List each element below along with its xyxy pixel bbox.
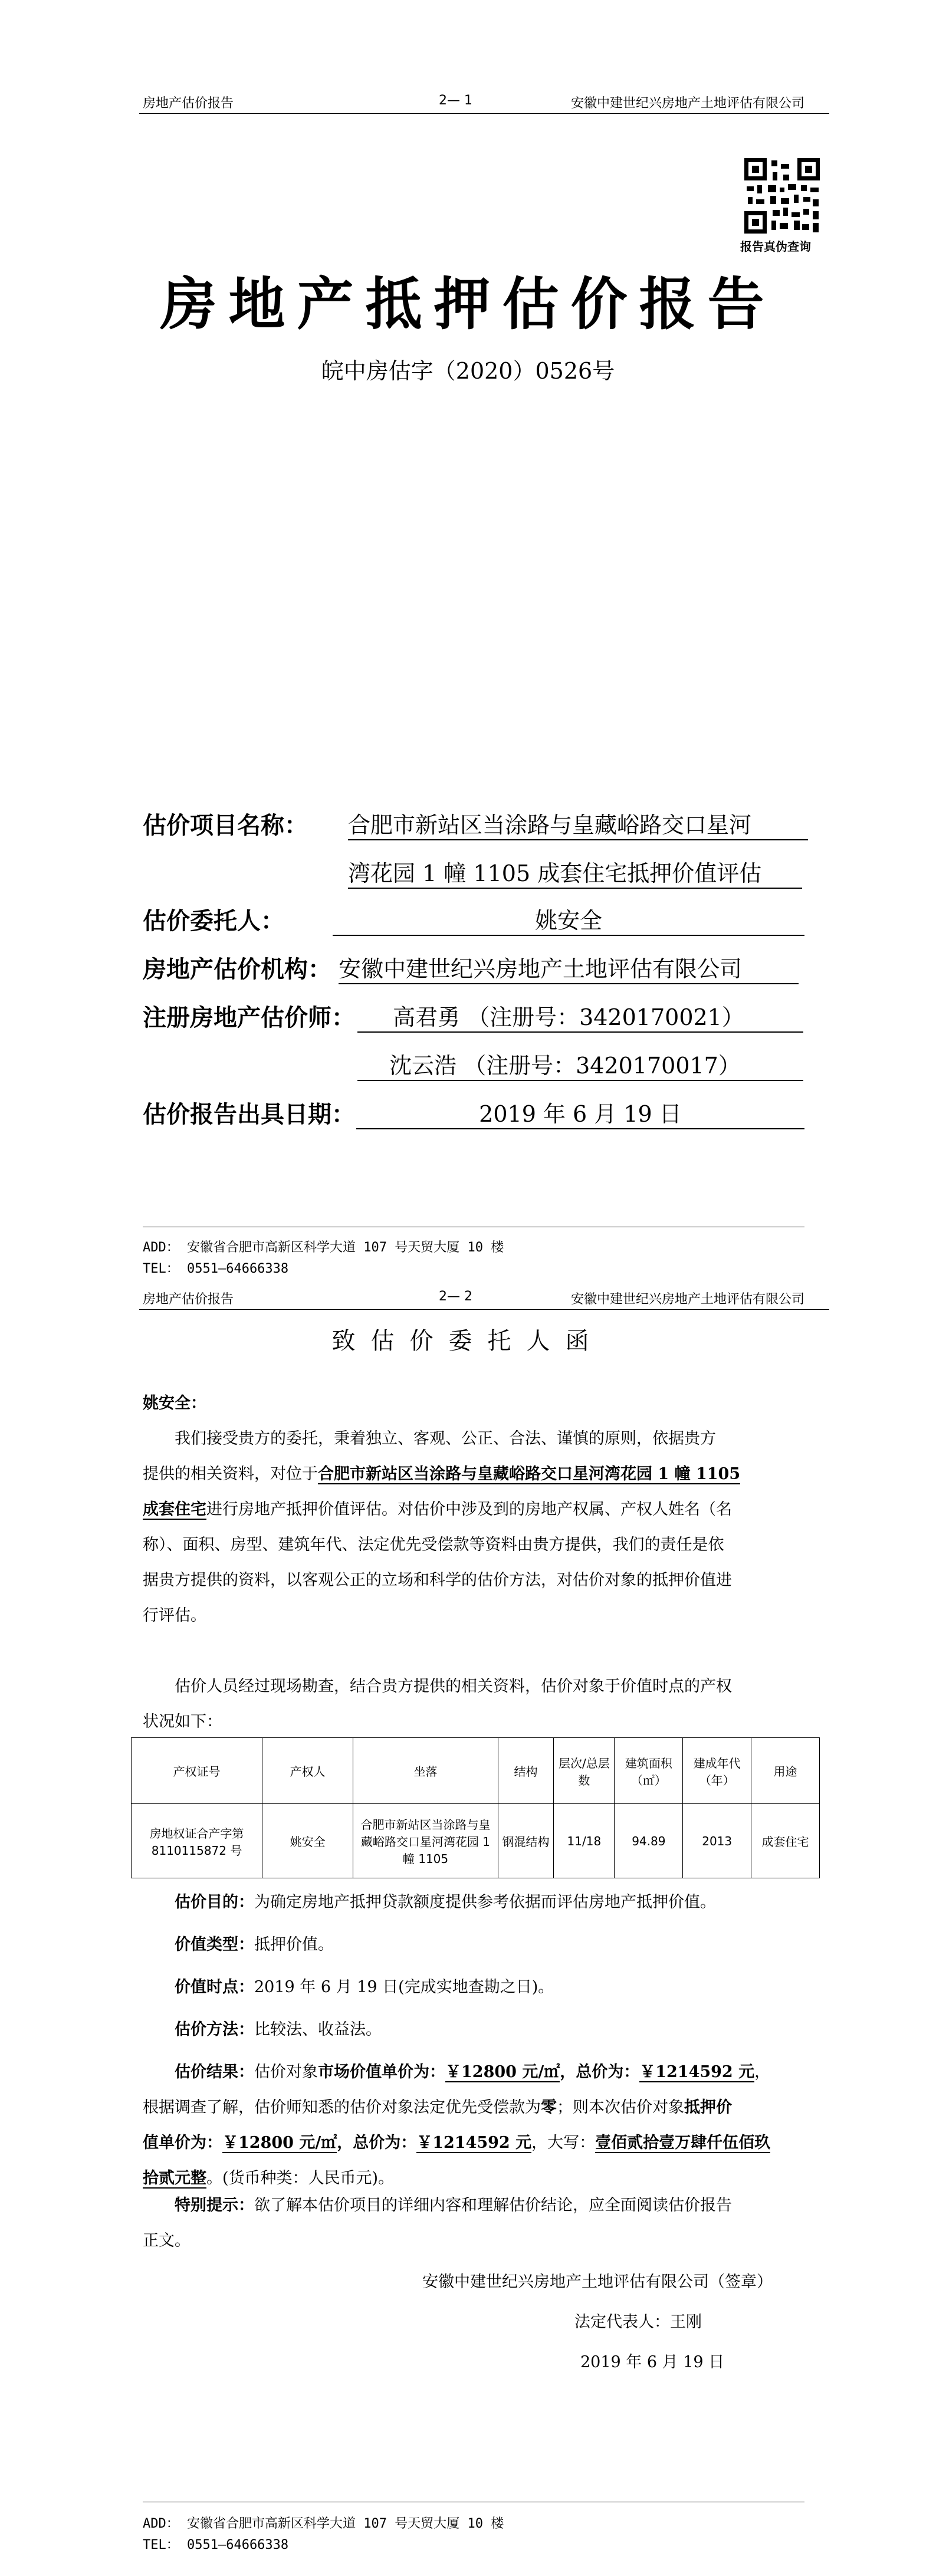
para2-line2: 状况如下：	[143, 1713, 222, 1731]
table-header: 产权人	[262, 1738, 353, 1804]
result-text: ，	[754, 2063, 771, 2081]
market-unit-price: ￥12800 元/㎡	[445, 2063, 560, 2081]
market-total-price: ￥1214592 元	[639, 2063, 755, 2081]
property-rights-table	[131, 1737, 820, 1878]
page2-header-page: 2— 2	[439, 1289, 472, 1304]
page1-footer-tel: TEL： 0551—64666338	[143, 1261, 289, 1276]
para1-line5: 据贵方提供的资料，以客观公正的立场和科学的估价方法，对估价对象的抵押价值进	[143, 1571, 732, 1589]
result-text: 估价对象	[254, 2063, 318, 2081]
date-value: 2019 年 6 月 19 日	[356, 1096, 804, 1129]
value-type-label: 价值类型：	[175, 1936, 254, 1954]
para1	[143, 1421, 809, 1634]
table-row	[132, 1804, 820, 1878]
appraiser-2: 沈云浩 （注册号：3420170017）	[357, 1047, 803, 1081]
table-cell: 合肥市新站区当涂路与皇藏峪路交口星河湾花园 1 幢 1105	[353, 1804, 498, 1878]
project-line2: 湾花园 1 幢 1105 成套住宅抵押价值评估	[348, 855, 802, 889]
value-type-text: 抵押价值。	[254, 1936, 334, 1954]
tip-label: 特别提示：	[175, 2196, 254, 2214]
table-cell: 94.89	[615, 1804, 683, 1878]
result-text: 抵押价	[684, 2098, 732, 2117]
amount-in-words-end: 拾贰元整	[143, 2169, 206, 2187]
result-text: ，总价为：	[337, 2134, 417, 2152]
page1-header-right: 安徽中建世纪兴房地产土地评估有限公司	[571, 96, 805, 111]
qr-code	[744, 158, 820, 234]
page2-header-right: 安徽中建世纪兴房地产土地评估有限公司	[571, 1292, 805, 1307]
page1-footer-address: ADD： 安徽省合肥市高新区科学大道 107 号天贸大厦 10 楼	[143, 1240, 504, 1255]
client-value: 姚安全	[333, 902, 804, 936]
table-cell: 成套住宅	[751, 1804, 820, 1878]
table-cell: 姚安全	[262, 1804, 353, 1878]
report-title: 房地产抵押估价报告	[160, 271, 776, 337]
method-label: 估价方法：	[175, 2020, 254, 2039]
para1-text: 提供的相关资料，对位于	[143, 1465, 318, 1483]
value-time-label: 价值时点：	[175, 1978, 254, 1996]
property-type: 成套住宅	[143, 1500, 206, 1519]
method-line	[175, 2012, 382, 2048]
table-cell: 房地权证合产字第 8110115872 号	[132, 1804, 262, 1878]
result-text: 根据调查了解，估价师知悉的估价对象法定优先受偿款为	[143, 2098, 541, 2117]
method-text: 比较法、收益法。	[254, 2020, 382, 2039]
special-tip	[143, 2188, 815, 2259]
purpose-line	[175, 1885, 716, 1920]
result-line1	[143, 2055, 815, 2090]
page2-footer-tel: TEL： 0551—64666338	[143, 2538, 289, 2552]
para1-line2	[143, 1457, 809, 1492]
signature-representative: 法定代表人：王刚	[574, 2313, 702, 2331]
qr-caption: 报告真伪查询	[740, 239, 811, 254]
table-header-row	[132, 1738, 820, 1804]
agency-value: 安徽中建世纪兴房地产土地评估有限公司	[339, 951, 799, 984]
tip-text: 欲了解本估价项目的详细内容和理解估价结论，应全面阅读估价报告	[254, 2196, 732, 2214]
result-label: 估价结果：	[175, 2063, 254, 2081]
project-line1: 合肥市新站区当涂路与皇藏峪路交口星河	[348, 807, 808, 840]
page2-header-left: 房地产估价报告	[143, 1292, 234, 1307]
project-label: 估价项目名称：	[143, 812, 308, 839]
purpose-text: 为确定房地产抵押贷款额度提供参考依据而评估房地产抵押价值。	[254, 1893, 716, 1911]
table-header: 产权证号	[132, 1738, 262, 1804]
purpose-label: 估价目的：	[175, 1893, 254, 1911]
table-header: 建筑面积（㎡）	[615, 1738, 683, 1804]
para2-line1: 估价人员经过现场勘查，结合贵方提供的相关资料，估价对象于价值时点的产权	[175, 1677, 732, 1696]
table-cell: 2013	[683, 1804, 751, 1878]
mortgage-total-price: ￥1214592 元	[416, 2134, 532, 2152]
client-label: 估价委托人：	[143, 908, 284, 935]
para2	[143, 1669, 809, 1740]
table-header: 坐落	[353, 1738, 498, 1804]
para1-text: 进行房地产抵押价值评估。对估价中涉及到的房地产权属、产权人姓名（名	[206, 1500, 732, 1519]
table-header: 建成年代（年）	[683, 1738, 751, 1804]
salutation: 姚安全：	[143, 1394, 206, 1412]
value-type-line	[175, 1927, 334, 1963]
letter-title: 致估价委托人函	[331, 1328, 605, 1355]
result-text: ，总价为：	[560, 2063, 640, 2081]
result-text: 值单价为：	[143, 2134, 222, 2152]
property-address: 合肥市新站区当涂路与皇藏峪路交口星河湾花园 1 幢 1105	[318, 1465, 741, 1483]
table-header: 结构	[498, 1738, 554, 1804]
agency-label: 房地产估价机构：	[143, 956, 331, 983]
priority-payment: 零	[541, 2098, 557, 2117]
result-line3	[143, 2125, 815, 2161]
date-label: 估价报告出具日期：	[143, 1101, 355, 1128]
table-header: 用途	[751, 1738, 820, 1804]
result-text: 。(货币种类：人民币元)。	[206, 2169, 395, 2187]
page1-header-rule	[139, 113, 829, 114]
result-line2	[143, 2090, 815, 2125]
value-time-text: 2019 年 6 月 19 日(完成实地查勘之日)。	[254, 1978, 554, 1996]
para1-line3	[143, 1492, 809, 1527]
mortgage-unit-price: ￥12800 元/㎡	[222, 2134, 337, 2152]
signature-date: 2019 年 6 月 19 日	[580, 2353, 725, 2371]
appraiser-1: 高君勇 （注册号：3420170021）	[357, 999, 803, 1033]
tip-text: 正文。	[143, 2232, 191, 2250]
para1-line4: 称）、面积、房型、建筑年代、法定优先受偿款等资料由贵方提供，我们的责任是依	[143, 1536, 724, 1554]
result-text: ，大写：	[531, 2134, 596, 2152]
para1-line1: 我们接受贵方的委托，秉着独立、客观、公正、合法、谨慎的原则，依据贵方	[175, 1430, 716, 1448]
signature-company: 安徽中建世纪兴房地产土地评估有限公司（签章）	[422, 2273, 773, 2291]
value-time-line	[175, 1970, 554, 2005]
report-number: 皖中房估字（2020）0526号	[321, 358, 615, 384]
table-header: 层次/总层数	[554, 1738, 615, 1804]
result-text: ；则本次估价对象	[557, 2098, 684, 2117]
page1-header-left: 房地产估价报告	[143, 96, 234, 111]
table-cell: 11/18	[554, 1804, 615, 1878]
result-block	[143, 2055, 815, 2196]
table-cell: 钢混结构	[498, 1804, 554, 1878]
appraiser-label: 注册房地产估价师：	[143, 1004, 355, 1031]
page2-footer-address: ADD： 安徽省合肥市高新区科学大道 107 号天贸大厦 10 楼	[143, 2516, 504, 2531]
page2-header-rule	[139, 1309, 829, 1310]
result-text: 市场价值单价为：	[318, 2063, 445, 2081]
para1-line6: 行评估。	[143, 1606, 206, 1625]
amount-in-words: 壹佰贰拾壹万肆仟伍佰玖	[595, 2134, 771, 2152]
page1-header-page: 2— 1	[439, 93, 472, 108]
